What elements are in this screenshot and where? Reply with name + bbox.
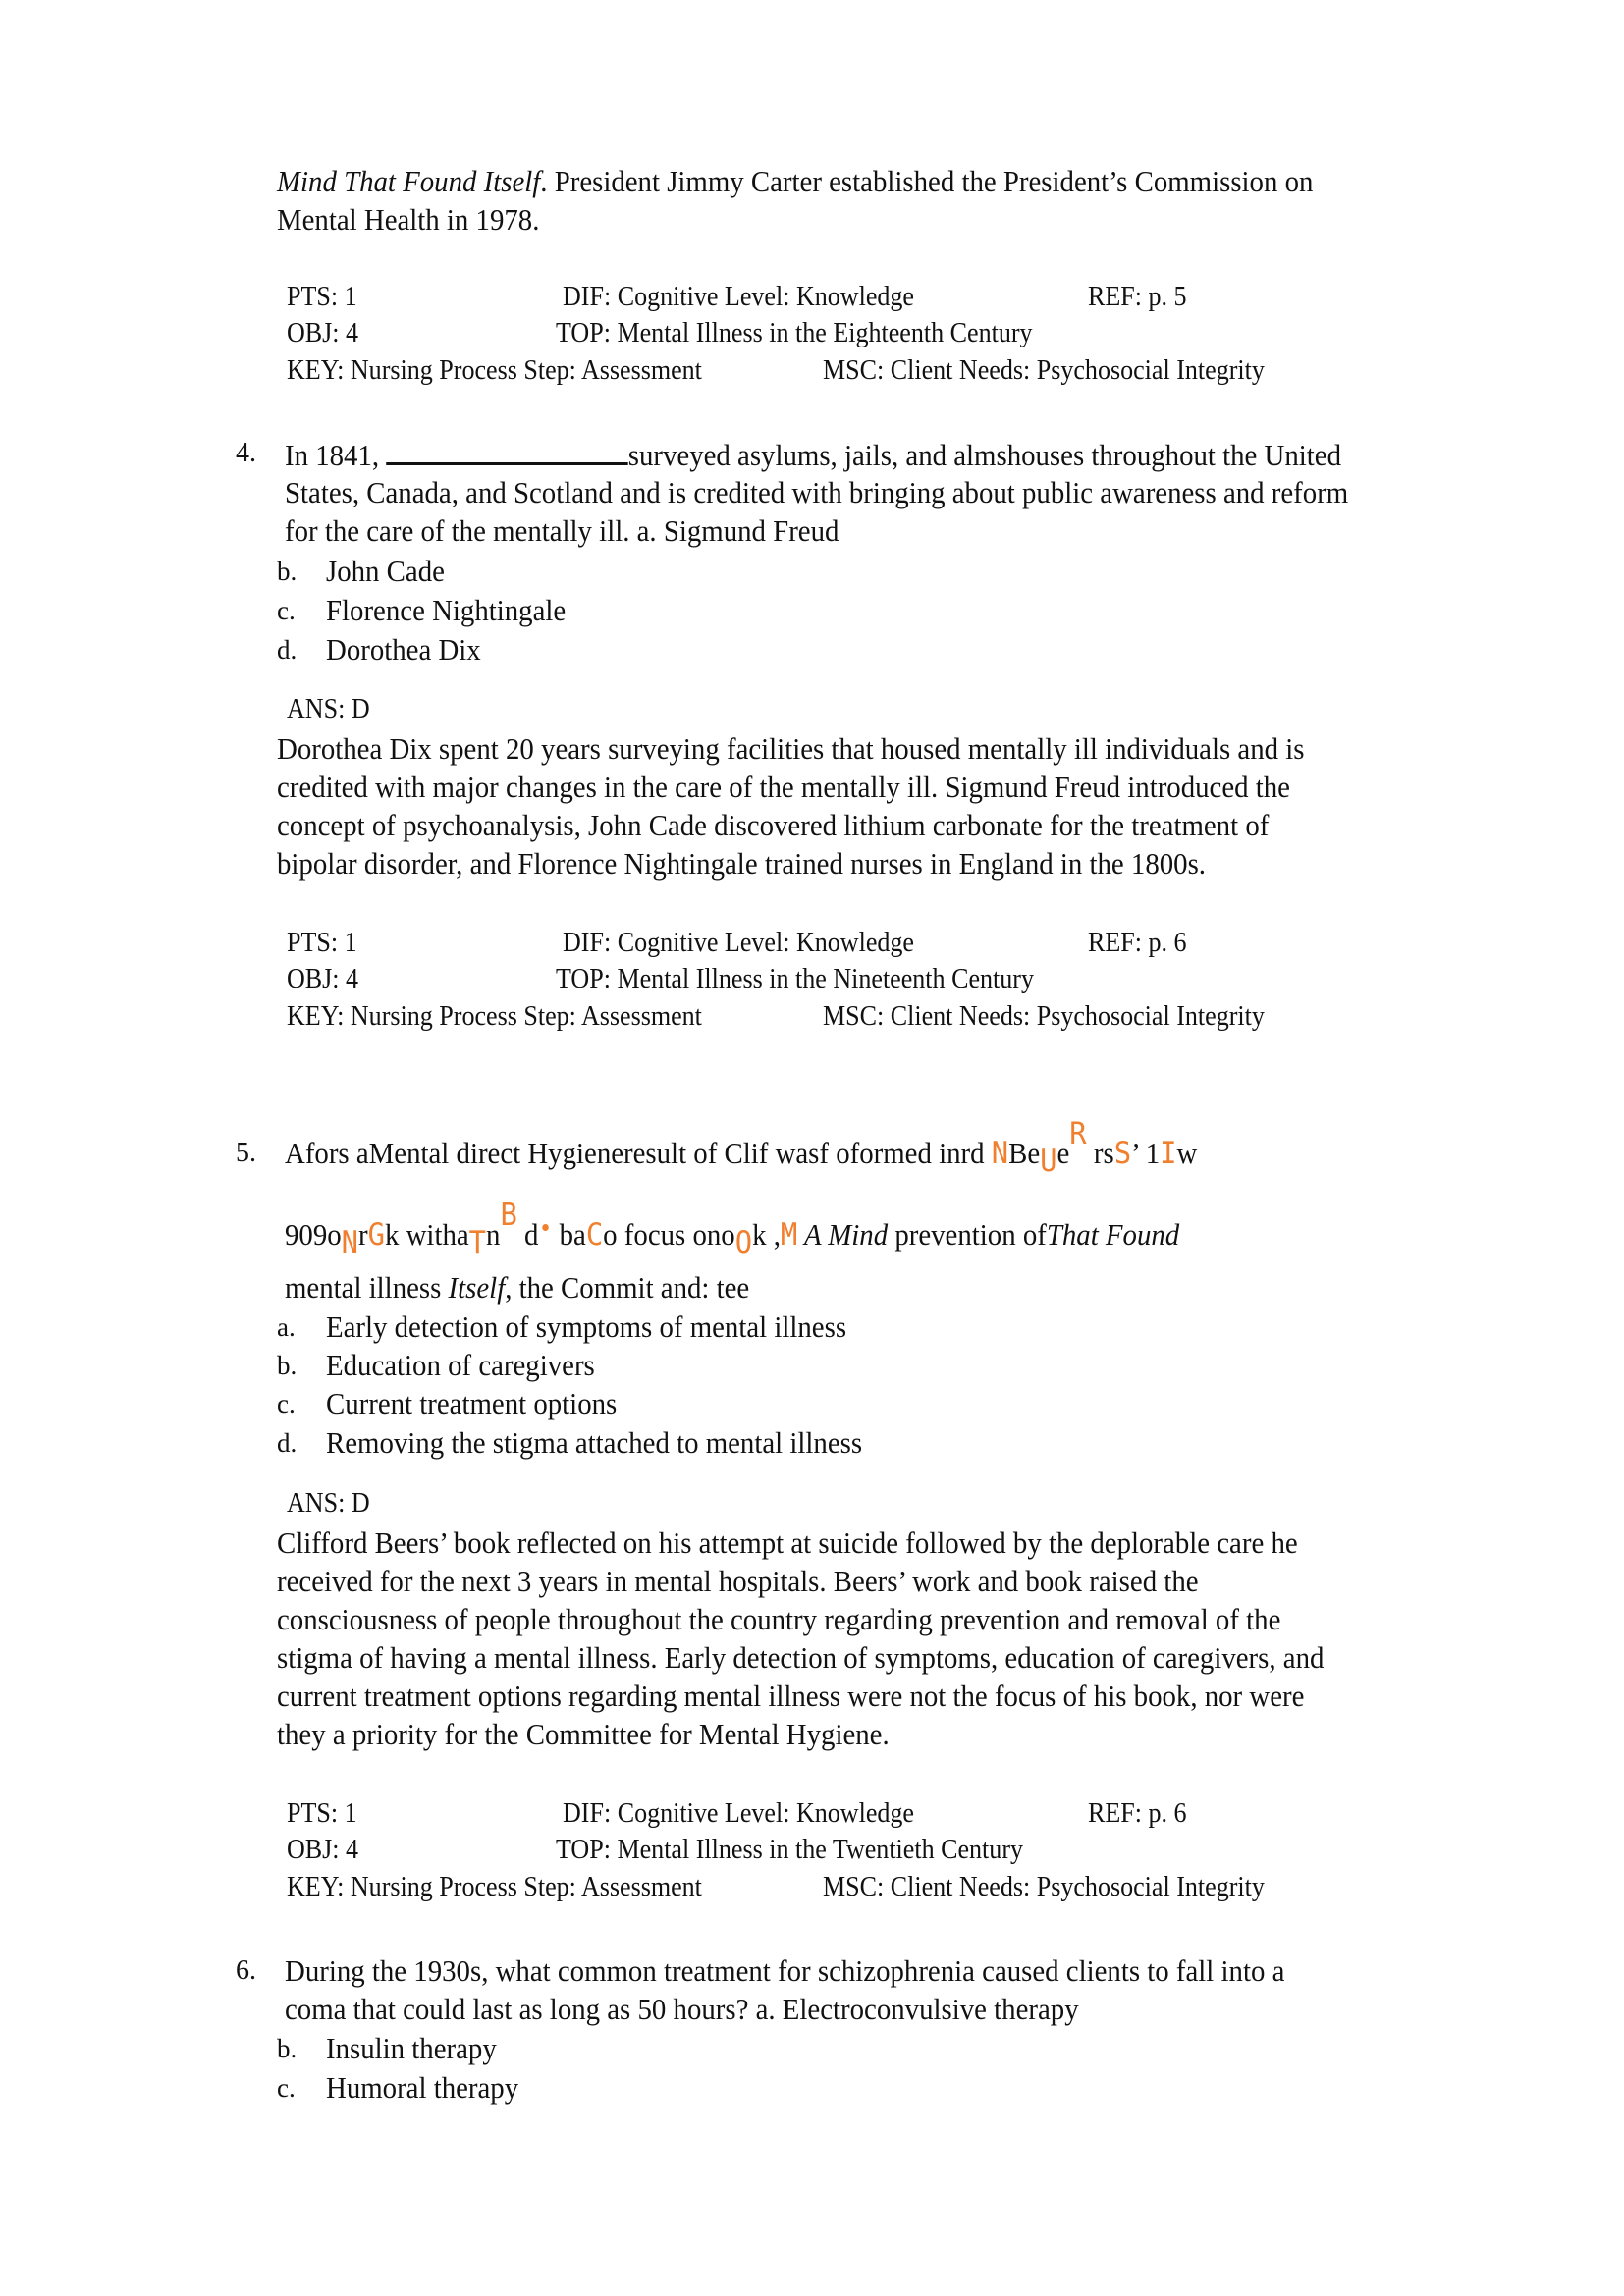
- option-text: Early detection of symptoms of mental illness: [326, 1309, 847, 1344]
- book-title: Mind That Found Itself: [277, 164, 541, 198]
- question-stem-line-1: Afors aMental direct Hygieneresult of Clif wasf oformed inrd NBeUeR rsS’ 1Iw: [285, 1116, 1198, 1179]
- option-letter: c.: [277, 2073, 296, 2103]
- question-stem-line-3: mental illness Itself, the Commit and: tee: [285, 1270, 750, 1305]
- question-stem-line-3: for the care of the mentally ill. a. Sigmund Freud: [285, 513, 839, 548]
- question-stem-line-1: In 1841, surveyed asylums, jails, and almshouses throughout the United: [285, 435, 1341, 474]
- fill-in-blank: [386, 435, 627, 465]
- question-stem-line-1: During the 1930s, what common treatment for schizophrenia caused clients to fall into a: [285, 1953, 1285, 1988]
- option-text: John Cade: [326, 554, 445, 588]
- option-letter: d.: [277, 635, 298, 665]
- book-title: That Found: [1046, 1217, 1180, 1252]
- rationale-line: credited with major changes in the care of the mentally ill. Sigmund Freud introduced the: [277, 770, 1290, 804]
- meta-top: TOP: Mental Illness in the Nineteenth Century: [556, 964, 1034, 994]
- meta-pts: PTS: 1: [287, 282, 357, 312]
- book-title: Itself: [448, 1270, 506, 1305]
- watermark-glyph: U: [1040, 1144, 1057, 1179]
- option-letter: c.: [277, 596, 296, 625]
- answer-key: ANS: D: [287, 694, 370, 724]
- watermark-glyph: O: [734, 1225, 753, 1260]
- q3-rationale-line-2: Mental Health in 1978.: [277, 202, 540, 237]
- meta-msc: MSC: Client Needs: Psychosocial Integrity: [823, 355, 1265, 386]
- option-letter: b.: [277, 2034, 298, 2063]
- option-letter: d.: [277, 1428, 298, 1458]
- option-text: Removing the stigma attached to mental illness: [326, 1425, 863, 1460]
- rationale-line: Clifford Beers’ book reflected on his attempt at suicide followed by the deplorable care he: [277, 1525, 1298, 1560]
- meta-ref: REF: p. 5: [1088, 282, 1187, 312]
- watermark-glyph: G: [367, 1217, 385, 1253]
- watermark-glyph: B: [500, 1198, 517, 1233]
- rationale-line: stigma of having a mental illness. Early detection of symptoms, education of caregivers, and: [277, 1640, 1325, 1675]
- option-text: Insulin therapy: [326, 2031, 497, 2065]
- meta-key: KEY: Nursing Process Step: Assessment: [287, 1872, 702, 1902]
- rationale-line: current treatment options regarding mental illness were not the focus of his book, nor were: [277, 1679, 1305, 1713]
- meta-msc: MSC: Client Needs: Psychosocial Integrity: [823, 1872, 1265, 1902]
- option-text: Education of caregivers: [326, 1348, 595, 1382]
- watermark-glyph: T: [468, 1225, 487, 1260]
- option-letter: b.: [277, 557, 298, 586]
- rationale-line: received for the next 3 years in mental hospitals. Beers’ work and book raised the: [277, 1564, 1199, 1598]
- rationale-line: Dorothea Dix spent 20 years surveying facilities that housed mentally ill individuals and is: [277, 731, 1305, 766]
- answer-key: ANS: D: [287, 1488, 370, 1519]
- watermark-glyph: I: [1160, 1136, 1177, 1171]
- meta-pts: PTS: 1: [287, 928, 357, 958]
- watermark-glyph: N: [341, 1225, 359, 1260]
- watermark-glyph: R: [1069, 1116, 1087, 1151]
- watermark-glyph: S: [1113, 1136, 1132, 1171]
- option-letter: a.: [277, 1312, 296, 1342]
- option-text: Florence Nightingale: [326, 593, 567, 627]
- meta-dif: DIF: Cognitive Level: Knowledge: [563, 1798, 914, 1829]
- meta-key: KEY: Nursing Process Step: Assessment: [287, 1001, 702, 1032]
- book-title: A Mind: [797, 1217, 889, 1252]
- meta-key: KEY: Nursing Process Step: Assessment: [287, 355, 702, 386]
- rationale-line: concept of psychoanalysis, John Cade discovered lithium carbonate for the treatment of: [277, 808, 1270, 842]
- question-stem-line-2: States, Canada, and Scotland and is credited with bringing about public awareness and reform: [285, 475, 1349, 509]
- option-text: Humoral therapy: [326, 2070, 519, 2105]
- option-letter: b.: [277, 1351, 298, 1380]
- question-number: 4.: [236, 438, 256, 468]
- meta-ref: REF: p. 6: [1088, 928, 1187, 958]
- meta-dif: DIF: Cognitive Level: Knowledge: [563, 282, 914, 312]
- meta-msc: MSC: Client Needs: Psychosocial Integrity: [823, 1001, 1265, 1032]
- option-letter: c.: [277, 1389, 296, 1418]
- watermark-glyph: M: [780, 1217, 798, 1253]
- question-stem-line-2: 909oNrGk withaTnB d baCo focus onoOk ,M A Mind prevention ofThat Found: [285, 1198, 1180, 1260]
- meta-top: TOP: Mental Illness in the Eighteenth Century: [556, 318, 1033, 348]
- meta-ref: REF: p. 6: [1088, 1798, 1187, 1829]
- meta-top: TOP: Mental Illness in the Twentieth Century: [556, 1835, 1024, 1865]
- meta-obj: OBJ: 4: [287, 1835, 359, 1865]
- rationale-line: they a priority for the Committee for Mental Hygiene.: [277, 1717, 890, 1751]
- question-number: 5.: [236, 1138, 256, 1168]
- question-number: 6.: [236, 1955, 256, 1986]
- meta-dif: DIF: Cognitive Level: Knowledge: [563, 928, 914, 958]
- rationale-line: bipolar disorder, and Florence Nightingale trained nurses in England in the 1800s.: [277, 846, 1207, 881]
- watermark-glyph: C: [585, 1217, 604, 1253]
- watermark-dot: [542, 1224, 549, 1231]
- q3-rationale-line-1: Mind That Found Itself. President Jimmy Carter established the President’s Commission on: [277, 164, 1314, 198]
- meta-pts: PTS: 1: [287, 1798, 357, 1829]
- watermark-glyph: N: [991, 1136, 1009, 1171]
- option-text: Current treatment options: [326, 1386, 618, 1420]
- question-stem-line-2: coma that could last as long as 50 hours? a. Electroconvulsive therapy: [285, 1992, 1079, 2026]
- meta-obj: OBJ: 4: [287, 318, 359, 348]
- rationale-line: consciousness of people throughout the country regarding prevention and removal of the: [277, 1602, 1281, 1636]
- option-text: Dorothea Dix: [326, 632, 481, 667]
- meta-obj: OBJ: 4: [287, 964, 359, 994]
